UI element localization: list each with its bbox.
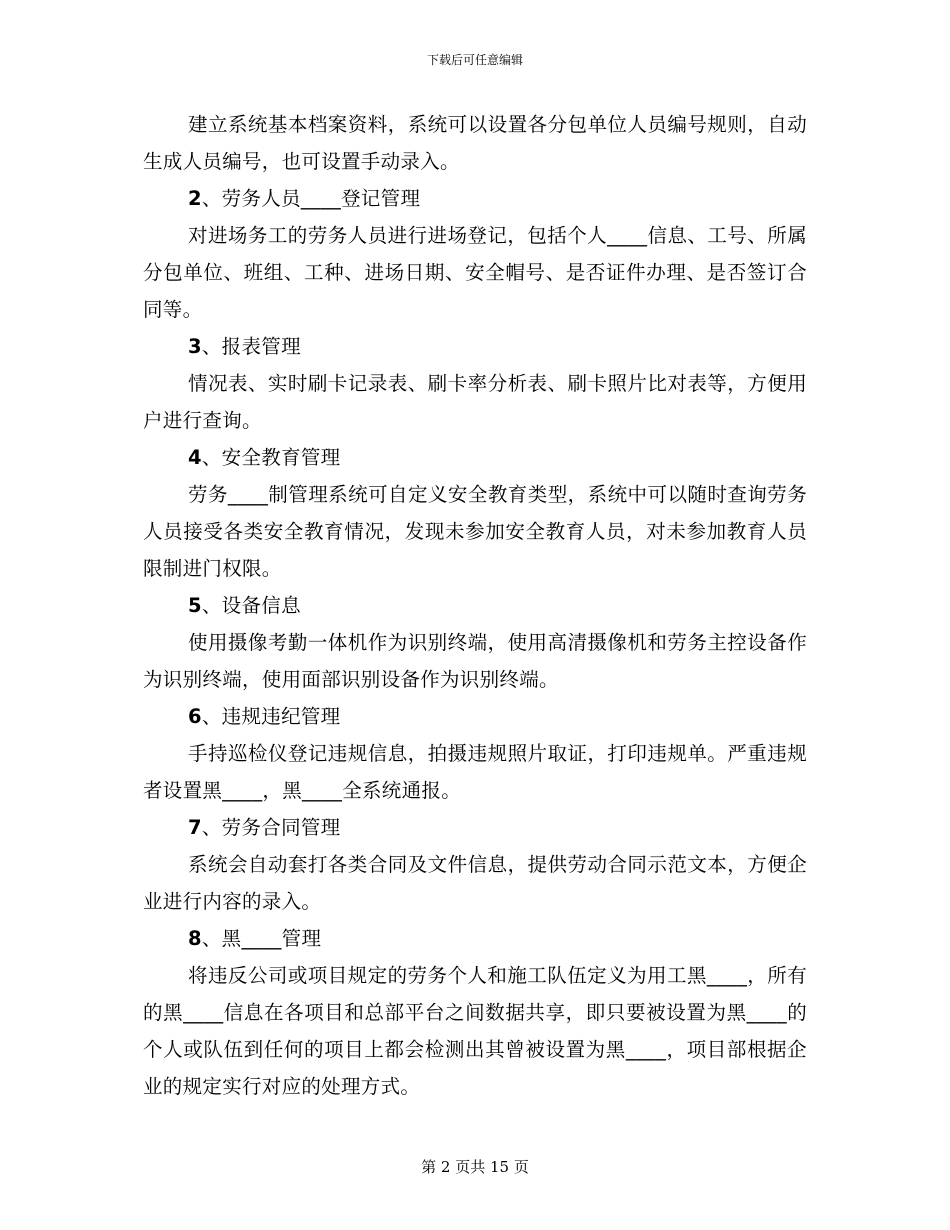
body-paragraph: 劳务____制管理系统可自定义安全教育类型，系统中可以随时查询劳务人员接受各类安全教育情况，发现未参加安全教育人员，对未参加教育人员限制进门权限。 xyxy=(143,483,807,580)
section-heading xyxy=(143,587,807,624)
section-title: 、违规违纪管理 xyxy=(201,705,341,728)
body-paragraph: 建立系统基本档案资料，系统可以设置各分包单位人员编号规则，自动生成人员编号，也可设置手动录入。 xyxy=(143,113,807,173)
body-paragraph: 将违反公司或项目规定的劳务个人和施工队伍定义为用工黑____，所有的黑____信息在各项目和总部平台之间数据共享，即只要被设置为黑____的个人或队伍到任何的项目上都会检测出其曾被设置为黑____，项目部根据企业的规定实行对应的处理方式。 xyxy=(143,964,807,1098)
section-number: 5 xyxy=(188,594,202,617)
body-paragraph: 手持巡检仪登记违规信息，拍摄违规照片取证，打印违规单。严重违规者设置黑____，黑____全系统通报。 xyxy=(143,742,807,802)
section-title: 、黑____管理 xyxy=(201,927,322,950)
section-heading xyxy=(143,439,807,476)
section-number: 8 xyxy=(188,927,202,950)
body-paragraph: 情况表、实时刷卡记录表、刷卡率分析表、刷卡照片比对表等，方便用户进行查询。 xyxy=(143,372,807,432)
section-heading xyxy=(143,920,807,957)
section-title: 、设备信息 xyxy=(201,594,301,617)
section-number: 7 xyxy=(188,816,202,839)
section-number: 2 xyxy=(188,187,202,210)
page-footer: 第 2 页共 15 页 xyxy=(421,1158,529,1176)
section-title: 、安全教育管理 xyxy=(201,446,341,469)
section-heading xyxy=(143,180,807,217)
section-number: 3 xyxy=(188,335,202,358)
page-header: 下载后可任意编辑 xyxy=(426,53,523,67)
section-number: 6 xyxy=(188,705,202,728)
section-heading xyxy=(143,328,807,365)
section-heading xyxy=(143,698,807,735)
section-title: 、劳务人员____登记管理 xyxy=(201,187,421,210)
section-heading xyxy=(143,809,807,846)
body-paragraph: 系统会自动套打各类合同及文件信息，提供劳动合同示范文本，方便企业进行内容的录入。 xyxy=(143,853,807,913)
body-paragraph: 使用摄像考勤一体机作为识别终端，使用高清摄像机和劳务主控设备作为识别终端，使用面部识别设备作为识别终端。 xyxy=(143,631,807,691)
document-body xyxy=(143,106,807,1105)
section-title: 、报表管理 xyxy=(201,335,301,358)
section-number: 4 xyxy=(188,446,202,469)
section-title: 、劳务合同管理 xyxy=(201,816,341,839)
body-paragraph: 对进场务工的劳务人员进行进场登记，包括个人____信息、工号、所属分包单位、班组、工种、进场日期、安全帽号、是否证件办理、是否签订合同等。 xyxy=(143,224,807,321)
